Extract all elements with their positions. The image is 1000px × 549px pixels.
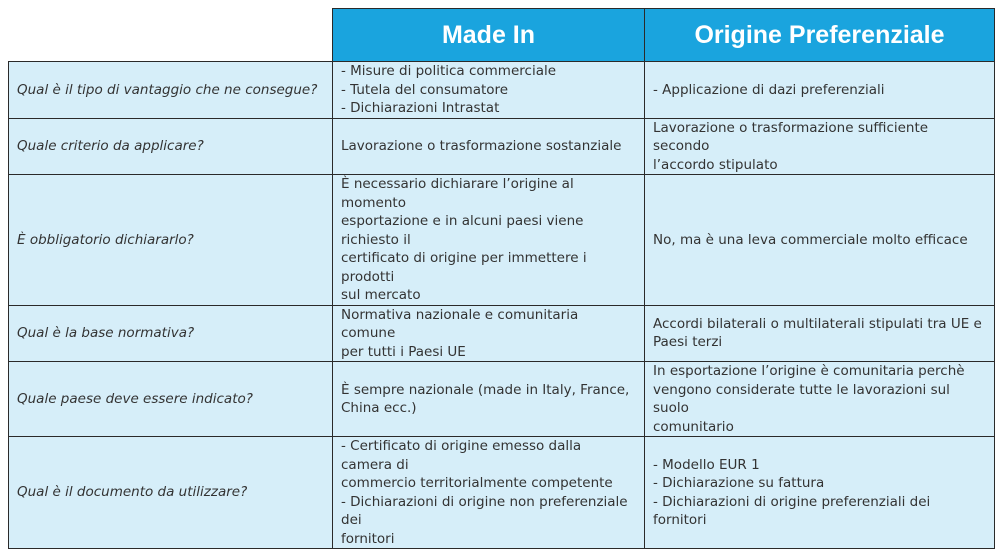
- origine-cell: [645, 118, 995, 175]
- table-row: [9, 437, 995, 549]
- made-in-cell: [333, 362, 645, 437]
- question-cell: Qual è il documento da utilizzare?: [9, 437, 333, 549]
- cell-line: - Certificato di origine emesso dalla camera di: [341, 438, 582, 473]
- table-row: [9, 362, 995, 437]
- cell-line: Lavorazione o trasformazione sufficiente secondo: [653, 119, 929, 154]
- cell-line: comunitario: [653, 418, 734, 435]
- question-cell: È obbligatorio dichiararlo?: [9, 175, 333, 306]
- table-row: [9, 305, 995, 362]
- cell-line: vengono considerate tutte le lavorazioni sul suolo: [653, 381, 950, 416]
- cell-line: Accordi bilaterali o multilaterali stipulati tra UE e: [653, 315, 982, 332]
- question-cell: Quale paese deve essere indicato?: [9, 362, 333, 437]
- table-row: [9, 175, 995, 306]
- cell-line: commercio territorialmente competente: [341, 475, 613, 491]
- made-in-cell: [333, 62, 645, 119]
- origine-cell: [645, 175, 995, 306]
- cell-line: - Dichiarazione su fattura: [653, 475, 825, 491]
- cell-line: È sempre nazionale (made in Italy, France,: [341, 381, 630, 398]
- cell-line: esportazione e in alcuni paesi viene richiesto il: [341, 213, 584, 248]
- cell-line: - Dichiarazioni Intrastat: [341, 100, 500, 116]
- origine-cell: [645, 362, 995, 437]
- cell-line: - Tutela del consumatore: [341, 81, 509, 98]
- cell-line: certificato di origine per immettere i prodotti: [341, 250, 587, 285]
- made-in-cell: [333, 175, 645, 306]
- cell-line: - Dichiarazioni di origine non preferenziale dei: [341, 493, 628, 528]
- table-row: [9, 118, 995, 175]
- cell-line: - Dichiarazioni di origine preferenziali dei fornitori: [653, 493, 931, 528]
- origine-cell: [645, 437, 995, 549]
- cell-line: l’accordo stipulato: [653, 156, 778, 173]
- question-cell: Quale criterio da applicare?: [9, 118, 333, 175]
- cell-line: Lavorazione o trasformazione sostanziale: [341, 138, 622, 154]
- cell-line: China ecc.): [341, 400, 417, 416]
- question-cell: Qual è la base normativa?: [9, 305, 333, 362]
- cell-line: - Misure di politica commerciale: [341, 63, 557, 79]
- cell-line: È necessario dichiarare l’origine al momento: [341, 176, 574, 211]
- question-cell: Qual è il tipo di vantaggio che ne consegue?: [9, 62, 333, 119]
- made-in-cell: [333, 437, 645, 549]
- comparison-table: [8, 8, 995, 549]
- cell-line: fornitori: [341, 530, 395, 547]
- header-made-in: Made In: [333, 9, 645, 62]
- cell-line: Paesi terzi: [653, 334, 723, 351]
- made-in-cell: [333, 118, 645, 175]
- cell-line: - Applicazione di dazi preferenziali: [653, 81, 885, 98]
- cell-line: sul mercato: [341, 287, 421, 303]
- header-origine-preferenziale: Origine Preferenziale: [645, 9, 995, 62]
- cell-line: per tutti i Paesi UE: [341, 343, 466, 360]
- origine-cell: [645, 305, 995, 362]
- origine-cell: [645, 62, 995, 119]
- made-in-cell: [333, 305, 645, 362]
- cell-line: No, ma è una leva commerciale molto efficace: [653, 231, 968, 248]
- header-blank-cell: [9, 9, 333, 62]
- cell-line: In esportazione l’origine è comunitaria perchè: [653, 363, 965, 379]
- header-row: [9, 9, 995, 62]
- cell-line: Normativa nazionale e comunitaria comune: [341, 306, 579, 341]
- cell-line: - Modello EUR 1: [653, 456, 760, 473]
- table-row: [9, 62, 995, 119]
